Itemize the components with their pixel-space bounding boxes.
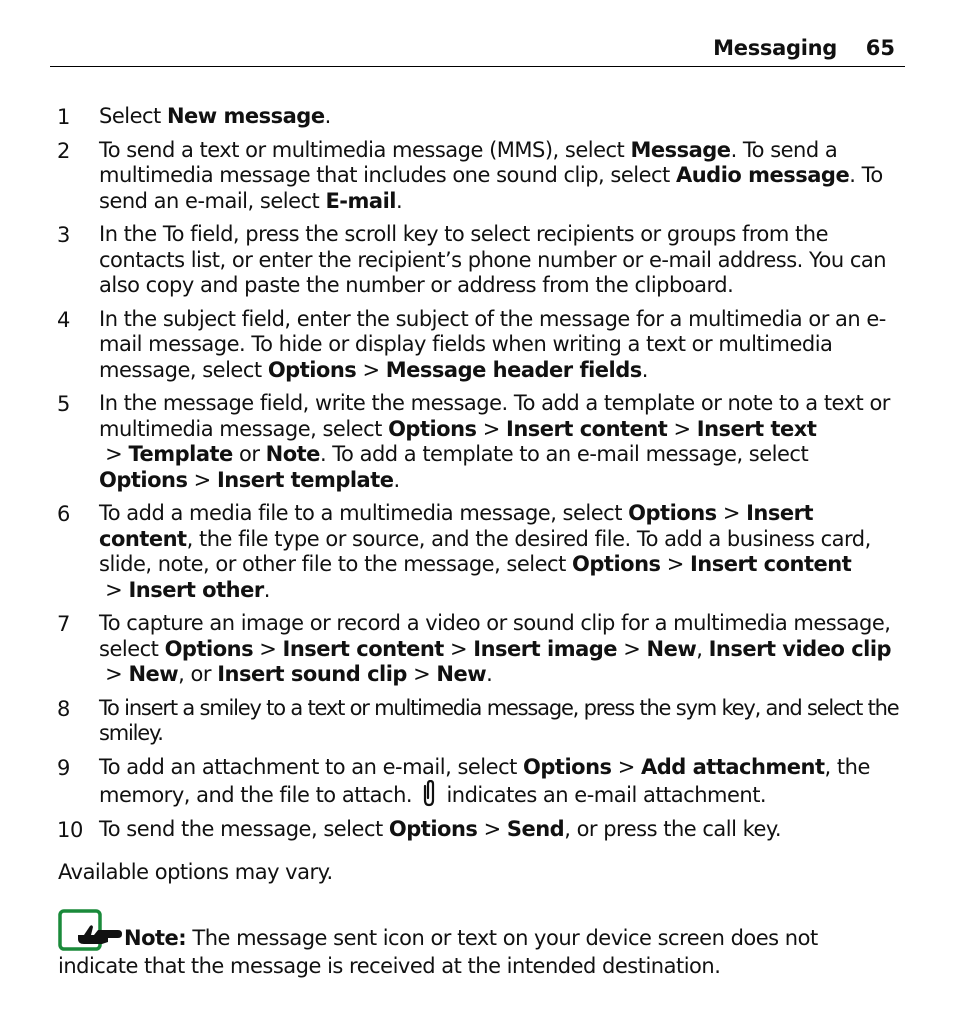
step-number: 7 xyxy=(57,612,71,636)
text-run: . xyxy=(641,357,648,382)
separator: > xyxy=(667,416,697,441)
note-text: The message sent icon or text on your device screen does not indicate that the message is received at the intended destination. xyxy=(58,926,818,978)
menu-term: Insert content xyxy=(282,636,444,661)
text-run: . xyxy=(393,467,400,492)
list-item xyxy=(0,611,954,688)
text-run: . To send a multimedia message that includes one sound clip, select xyxy=(99,137,838,187)
step-text xyxy=(99,104,899,130)
text-run: indicates an e-mail attachment. xyxy=(440,783,767,807)
step-text xyxy=(99,755,899,809)
menu-term: Insert text xyxy=(696,416,817,441)
step-number: 5 xyxy=(57,392,71,416)
separator: > xyxy=(406,662,437,686)
list-item xyxy=(0,696,954,747)
menu-term: Options xyxy=(388,816,478,841)
list-item xyxy=(0,501,954,603)
text-run: . xyxy=(263,577,270,602)
text-run: . To send an e-mail, select xyxy=(99,163,883,213)
available-options-text: Available options may vary. xyxy=(58,860,333,884)
separator: > xyxy=(443,636,474,661)
step-text xyxy=(99,611,899,688)
menu-term: Note xyxy=(265,442,320,466)
text-run: To capture an image or record a video or sound clip for a multimedia message, select xyxy=(99,611,891,661)
separator: > xyxy=(476,416,507,441)
step-text: To insert a smiley to a text or multimedia message, press the sym key, and select the smiley. xyxy=(99,695,899,745)
list-item xyxy=(0,104,954,130)
menu-term: Send xyxy=(506,816,565,841)
page-number: 65 xyxy=(865,36,895,60)
menu-term: Options xyxy=(164,636,254,661)
step-number: 8 xyxy=(57,696,71,721)
menu-term: Insert sound clip xyxy=(217,662,407,686)
text-run: Select xyxy=(99,104,167,128)
step-number: 6 xyxy=(57,502,71,526)
list-item xyxy=(0,391,954,493)
menu-term: Audio message xyxy=(675,163,850,187)
text-run: . xyxy=(395,188,403,213)
text-run: In the message field, write the message. To add a template or note to a text or multimedia message, select xyxy=(99,391,890,441)
menu-term: New xyxy=(436,662,487,686)
step-text xyxy=(99,307,899,384)
step-number: 4 xyxy=(57,307,71,332)
note-block xyxy=(58,909,898,979)
text-run: . xyxy=(324,104,331,128)
list-item xyxy=(0,755,954,809)
menu-term: New message xyxy=(166,104,325,128)
separator: > xyxy=(716,501,747,525)
separator: > xyxy=(611,754,641,779)
text-run: To send a text or multimedia message (MMS), select xyxy=(99,137,631,162)
separator: > xyxy=(617,636,647,661)
text-run: , the memory, and the file to attach. xyxy=(99,754,870,807)
menu-term: Options xyxy=(267,357,357,382)
text-run: In the subject field, enter the subject of the message for a multimedia or an e-mail message. To hide or display fields when writing a text or multimedia message, select xyxy=(99,306,886,382)
step-number: 9 xyxy=(57,755,71,780)
step-text: In the To field, press the scroll key to select recipients or groups from the contacts list, or enter the recipient’s phone number or e-mail address. You can also copy and paste the number or address from the clipboard. xyxy=(99,222,887,297)
text-run: To add a media file to a multimedia message, select xyxy=(99,501,629,525)
menu-term: Template xyxy=(128,442,233,466)
separator: > xyxy=(99,662,129,686)
separator: > xyxy=(99,442,129,466)
separator: > xyxy=(99,577,129,602)
separator: > xyxy=(253,636,283,661)
menu-term: Options xyxy=(572,552,661,576)
text-run: To send the message, select xyxy=(99,816,389,841)
list-item xyxy=(0,138,954,215)
note-hand-icon xyxy=(58,909,124,953)
list-item xyxy=(0,817,954,843)
step-number: 3 xyxy=(57,223,71,247)
separator: > xyxy=(660,552,690,576)
text-run: . xyxy=(486,662,493,686)
list-item xyxy=(0,307,954,384)
separator: > xyxy=(187,467,217,492)
menu-term: Options xyxy=(388,416,477,441)
list-item xyxy=(0,222,954,299)
menu-term: Insert other xyxy=(128,577,264,602)
text-run: To add an attachment to an e-mail, select xyxy=(99,754,524,779)
section-title: Messaging xyxy=(713,36,837,60)
menu-term: Options xyxy=(99,467,188,492)
menu-term: Insert content xyxy=(506,416,668,441)
step-text xyxy=(99,391,899,493)
step-text xyxy=(99,817,899,843)
step-text xyxy=(99,138,899,215)
step-number: 2 xyxy=(57,138,71,163)
menu-term: Options xyxy=(523,754,612,779)
text-run: , xyxy=(696,636,709,661)
step-number: 1 xyxy=(57,105,71,129)
text-run: , or press the call key. xyxy=(564,816,782,841)
steps-list xyxy=(0,104,954,850)
menu-term: Insert image xyxy=(473,636,618,661)
menu-term: Add attachment xyxy=(640,754,825,779)
step-number: 10 xyxy=(57,817,84,842)
note-label: Note: xyxy=(124,926,187,950)
step-text xyxy=(99,501,899,603)
menu-term: New xyxy=(128,662,179,686)
text-run: or xyxy=(232,442,266,466)
paperclip-icon xyxy=(418,780,440,808)
menu-term: Insert content xyxy=(689,552,852,576)
menu-term: Message xyxy=(630,137,731,162)
text-run: . To add a template to an e-mail message, select xyxy=(319,442,809,466)
menu-term: E-mail xyxy=(325,188,396,213)
menu-term: Insert content xyxy=(99,501,813,551)
menu-term: New xyxy=(646,636,697,661)
menu-term: Insert template xyxy=(216,467,394,492)
menu-term: Insert video clip xyxy=(708,636,892,661)
separator: > xyxy=(356,357,386,382)
separator: > xyxy=(477,816,507,841)
text-run: , or xyxy=(178,662,218,686)
menu-term: Message header fields xyxy=(385,357,642,382)
text-run: , the file type or source, and the desired file. To add a business card, slide, note, or other file to the message, select xyxy=(99,526,871,576)
menu-term: Options xyxy=(628,501,717,525)
page-header xyxy=(50,0,905,67)
